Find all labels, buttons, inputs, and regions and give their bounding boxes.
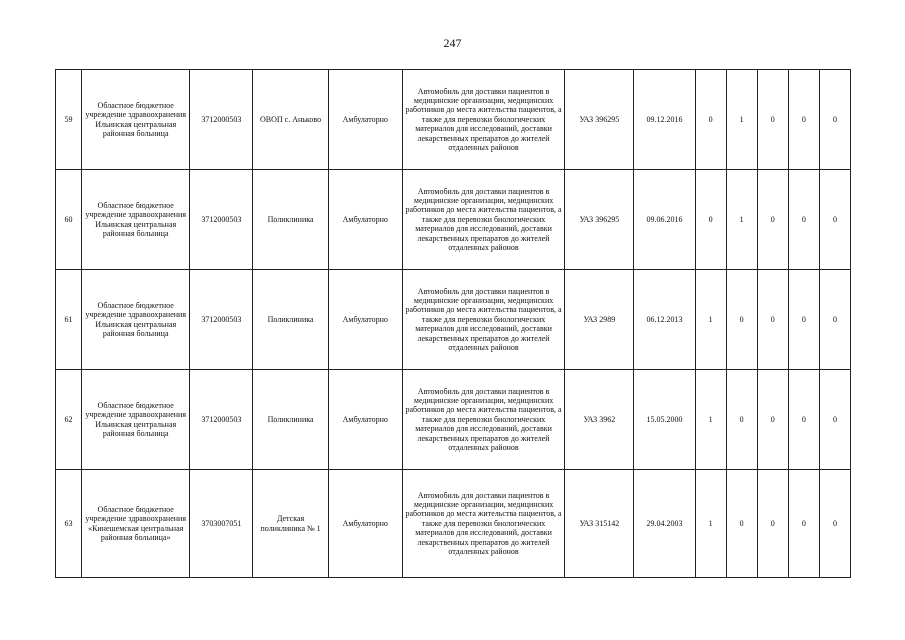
care-type-cell: Амбулаторно <box>328 270 402 370</box>
care-type-cell: Амбулаторно <box>328 170 402 270</box>
count-cell-5: 0 <box>819 470 850 578</box>
care-type-cell: Амбулаторно <box>328 70 402 170</box>
unit-cell: Поликлиника <box>253 370 328 470</box>
count-cell-2: 1 <box>726 70 757 170</box>
row-number-cell: 60 <box>56 170 82 270</box>
count-cell-1: 0 <box>695 70 726 170</box>
row-number-cell: 62 <box>56 370 82 470</box>
organization-cell: Областное бюджетное учреждение здравоохранения Ильинская центральная районная больница <box>82 370 190 470</box>
count-cell-4: 0 <box>788 70 819 170</box>
unit-cell: Поликлиника <box>253 270 328 370</box>
date-cell: 06.12.2013 <box>634 270 695 370</box>
count-cell-4: 0 <box>788 270 819 370</box>
care-type-cell: Амбулаторно <box>328 470 402 578</box>
row-number-cell: 59 <box>56 70 82 170</box>
code-cell: 3712000503 <box>190 170 253 270</box>
count-cell-3: 0 <box>757 170 788 270</box>
count-cell-1: 1 <box>695 470 726 578</box>
page-number: 247 <box>443 36 462 50</box>
model-cell: УАЗ 315142 <box>565 470 634 578</box>
code-cell: 3712000503 <box>190 370 253 470</box>
count-cell-5: 0 <box>819 170 850 270</box>
model-cell: УАЗ 396295 <box>565 170 634 270</box>
count-cell-1: 0 <box>695 170 726 270</box>
count-cell-4: 0 <box>788 370 819 470</box>
table-row <box>56 470 851 578</box>
count-cell-2: 0 <box>726 370 757 470</box>
organization-cell: Областное бюджетное учреждение здравоохранения Ильинская центральная районная больница <box>82 270 190 370</box>
code-cell: 3703007051 <box>190 470 253 578</box>
model-cell: УАЗ 2989 <box>565 270 634 370</box>
code-cell: 3712000503 <box>190 70 253 170</box>
count-cell-3: 0 <box>757 70 788 170</box>
count-cell-1: 1 <box>695 270 726 370</box>
model-cell: УАЗ 396295 <box>565 70 634 170</box>
row-number-cell: 61 <box>56 270 82 370</box>
model-cell: УАЗ 3962 <box>565 370 634 470</box>
count-cell-5: 0 <box>819 70 850 170</box>
vehicle-registry-table <box>55 69 851 578</box>
unit-cell: Детская поликлиника № 1 <box>253 470 328 578</box>
unit-cell: Поликлиника <box>253 170 328 270</box>
date-cell: 09.06.2016 <box>634 170 695 270</box>
purpose-cell: Автомобиль для доставки пациентов в медицинские организации, медицинских работников до места жительства пациентов, а также для перевозки биологических материалов для исследований, доставки лекарственных препаратов до жителей отдаленных районов <box>402 470 564 578</box>
count-cell-3: 0 <box>757 470 788 578</box>
count-cell-5: 0 <box>819 270 850 370</box>
organization-cell: Областное бюджетное учреждение здравоохранения Ильинская центральная районная больница <box>82 170 190 270</box>
date-cell: 15.05.2000 <box>634 370 695 470</box>
purpose-cell: Автомобиль для доставки пациентов в медицинские организации, медицинских работников до места жительства пациентов, а также для перевозки биологических материалов для исследований, доставки лекарственных препаратов до жителей отдаленных районов <box>402 170 564 270</box>
count-cell-1: 1 <box>695 370 726 470</box>
count-cell-2: 0 <box>726 270 757 370</box>
organization-cell: Областное бюджетное учреждение здравоохранения Ильинская центральная районная больница <box>82 70 190 170</box>
date-cell: 09.12.2016 <box>634 70 695 170</box>
unit-cell: ОВОП с. Аньково <box>253 70 328 170</box>
count-cell-3: 0 <box>757 270 788 370</box>
count-cell-5: 0 <box>819 370 850 470</box>
count-cell-4: 0 <box>788 170 819 270</box>
care-type-cell: Амбулаторно <box>328 370 402 470</box>
count-cell-3: 0 <box>757 370 788 470</box>
purpose-cell: Автомобиль для доставки пациентов в медицинские организации, медицинских работников до места жительства пациентов, а также для перевозки биологических материалов для исследований, доставки лекарственных препаратов до жителей отдаленных районов <box>402 270 564 370</box>
table-row <box>56 370 851 470</box>
row-number-cell: 63 <box>56 470 82 578</box>
count-cell-2: 0 <box>726 470 757 578</box>
count-cell-4: 0 <box>788 470 819 578</box>
purpose-cell: Автомобиль для доставки пациентов в медицинские организации, медицинских работников до места жительства пациентов, а также для перевозки биологических материалов для исследований, доставки лекарственных препаратов до жителей отдаленных районов <box>402 70 564 170</box>
table-row <box>56 170 851 270</box>
count-cell-2: 1 <box>726 170 757 270</box>
date-cell: 29.04.2003 <box>634 470 695 578</box>
organization-cell: Областное бюджетное учреждение здравоохранения «Кинешемская центральная районная больница» <box>82 470 190 578</box>
table-row <box>56 270 851 370</box>
purpose-cell: Автомобиль для доставки пациентов в медицинские организации, медицинских работников до места жительства пациентов, а также для перевозки биологических материалов для исследований, доставки лекарственных препаратов до жителей отдаленных районов <box>402 370 564 470</box>
code-cell: 3712000503 <box>190 270 253 370</box>
table-row <box>56 70 851 170</box>
